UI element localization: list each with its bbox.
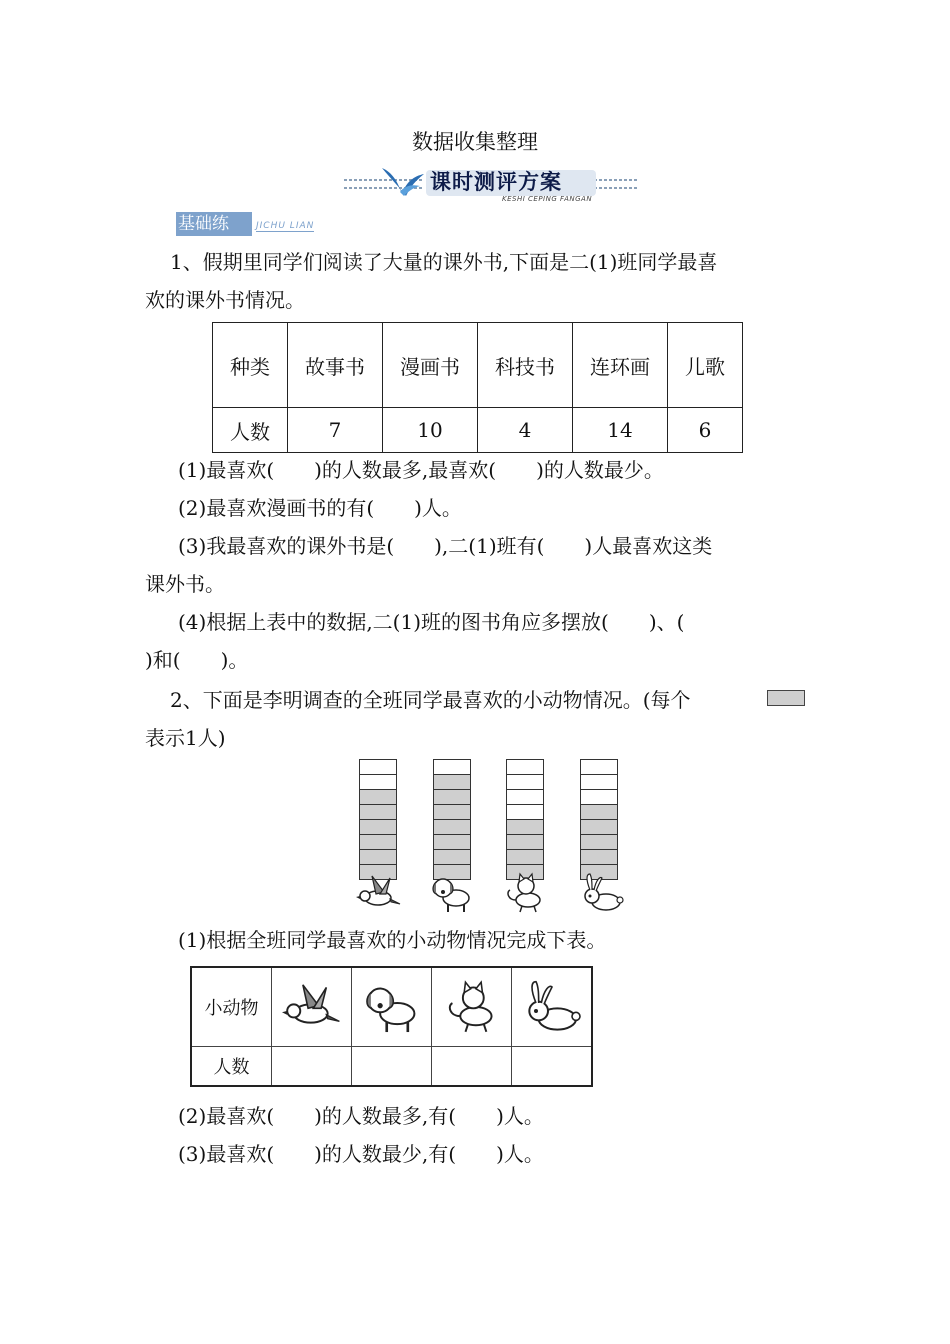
table-cell-rabbit <box>512 967 593 1047</box>
section-badge: 基础练 <box>176 212 252 236</box>
table-cell-dog <box>352 967 432 1047</box>
banner-subtitle: KESHI CEPING FANGAN <box>502 195 593 203</box>
pictograph-cell-empty <box>359 774 397 790</box>
pictograph-cell-filled <box>433 819 471 835</box>
pictograph-cell-empty <box>506 804 544 820</box>
q1-value-cell: 14 <box>573 408 668 453</box>
pictograph-column-dog <box>433 760 471 880</box>
pictograph-cell-filled <box>580 849 618 865</box>
pictograph-cell-empty <box>506 774 544 790</box>
q1-value-cell: 6 <box>668 408 743 453</box>
q2-row2-label: 人数 <box>191 1047 272 1087</box>
q2-sub3: (3)最喜欢( )的人数最少,有( )人。 <box>178 1142 544 1166</box>
pictograph-cell-filled <box>580 819 618 835</box>
pictograph-cell-empty <box>580 789 618 805</box>
pictograph-cell-filled <box>359 819 397 835</box>
q2-row1-label: 小动物 <box>191 967 272 1047</box>
pictograph-cell-filled <box>359 789 397 805</box>
q1-value-cell: 10 <box>383 408 478 453</box>
q1-header-cell: 儿歌 <box>668 323 743 408</box>
pictograph-cell-empty <box>433 759 471 775</box>
pictograph-column-rabbit <box>580 760 618 880</box>
rabbit-icon <box>520 976 584 1038</box>
q1-header-cell: 种类 <box>213 323 288 408</box>
pictograph-cell-filled <box>433 834 471 850</box>
q1-line1: 1、假期里同学们阅读了大量的课外书,下面是二(1)班同学最喜 <box>170 250 718 274</box>
pictograph-cell-empty <box>506 789 544 805</box>
pictograph-cell-filled <box>359 834 397 850</box>
pictograph-column-cat <box>506 760 544 880</box>
q1-header-cell: 漫画书 <box>383 323 478 408</box>
pictograph-cell-filled <box>580 834 618 850</box>
q1-table <box>212 322 743 453</box>
pictograph-cell-empty <box>359 759 397 775</box>
page-title: 数据收集整理 <box>412 130 538 154</box>
pictograph-cell-empty <box>580 774 618 790</box>
pictograph-cell-empty <box>580 759 618 775</box>
q1-value-cell: 4 <box>478 408 573 453</box>
answer-cell-cat[interactable] <box>432 1047 512 1087</box>
dog-icon <box>363 976 421 1038</box>
q1-sub3-line1: (3)我最喜欢的课外书是( ),二(1)班有( )人最喜欢这类 <box>178 534 713 558</box>
q2-sub1: (1)根据全班同学最喜欢的小动物情况完成下表。 <box>178 928 607 952</box>
q1-header-cell: 故事书 <box>288 323 383 408</box>
pictograph-cell-filled <box>359 804 397 820</box>
pictograph-cell-filled <box>580 804 618 820</box>
rabbit-icon <box>578 872 626 914</box>
pictograph-cell-filled <box>506 834 544 850</box>
table-cell-bird <box>272 967 352 1047</box>
q1-sub4-line1: (4)根据上表中的数据,二(1)班的图书角应多摆放( )、( <box>178 610 685 634</box>
pictograph-cell-filled <box>506 819 544 835</box>
q1-sub3-line2: 课外书。 <box>145 572 225 596</box>
q2-line2: 表示1人) <box>145 726 226 750</box>
q2-sub2: (2)最喜欢( )的人数最多,有( )人。 <box>178 1104 544 1128</box>
q1-header-cell: 连环画 <box>573 323 668 408</box>
pictograph-cell-filled <box>433 774 471 790</box>
legend-cell <box>767 690 805 706</box>
dog-icon <box>430 872 474 914</box>
cat-icon <box>502 872 548 914</box>
answer-cell-rabbit[interactable] <box>512 1047 593 1087</box>
q1-header-cell: 科技书 <box>478 323 573 408</box>
q1-sub4-line2: )和( )。 <box>145 648 249 672</box>
section-pinyin: JICHU LIAN <box>256 221 315 231</box>
bird-icon <box>356 872 402 914</box>
answer-cell-bird[interactable] <box>272 1047 352 1087</box>
q1-value-cell: 7 <box>288 408 383 453</box>
pictograph-cell-filled <box>433 789 471 805</box>
q2-line1: 2、下面是李明调查的全班同学最喜欢的小动物情况。(每个 <box>170 688 691 712</box>
q1-row-label: 人数 <box>213 408 288 453</box>
table-cell-cat <box>432 967 512 1047</box>
pictograph-cell-empty <box>506 759 544 775</box>
q2-table <box>190 966 593 1087</box>
pictograph-cell-filled <box>433 849 471 865</box>
q1-sub1: (1)最喜欢( )的人数最多,最喜欢( )的人数最少。 <box>178 458 664 482</box>
pictograph-cell-filled <box>433 804 471 820</box>
answer-cell-dog[interactable] <box>352 1047 432 1087</box>
pictograph-cell-filled <box>506 849 544 865</box>
bird-icon <box>282 975 342 1039</box>
pictograph-cell-filled <box>359 849 397 865</box>
q1-sub2: (2)最喜欢漫画书的有( )人。 <box>178 496 462 520</box>
cat-icon <box>442 976 502 1038</box>
q1-line2: 欢的课外书情况。 <box>145 288 305 312</box>
banner-title: 课时测评方案 <box>430 170 562 194</box>
pictograph-column-bird <box>359 760 397 880</box>
